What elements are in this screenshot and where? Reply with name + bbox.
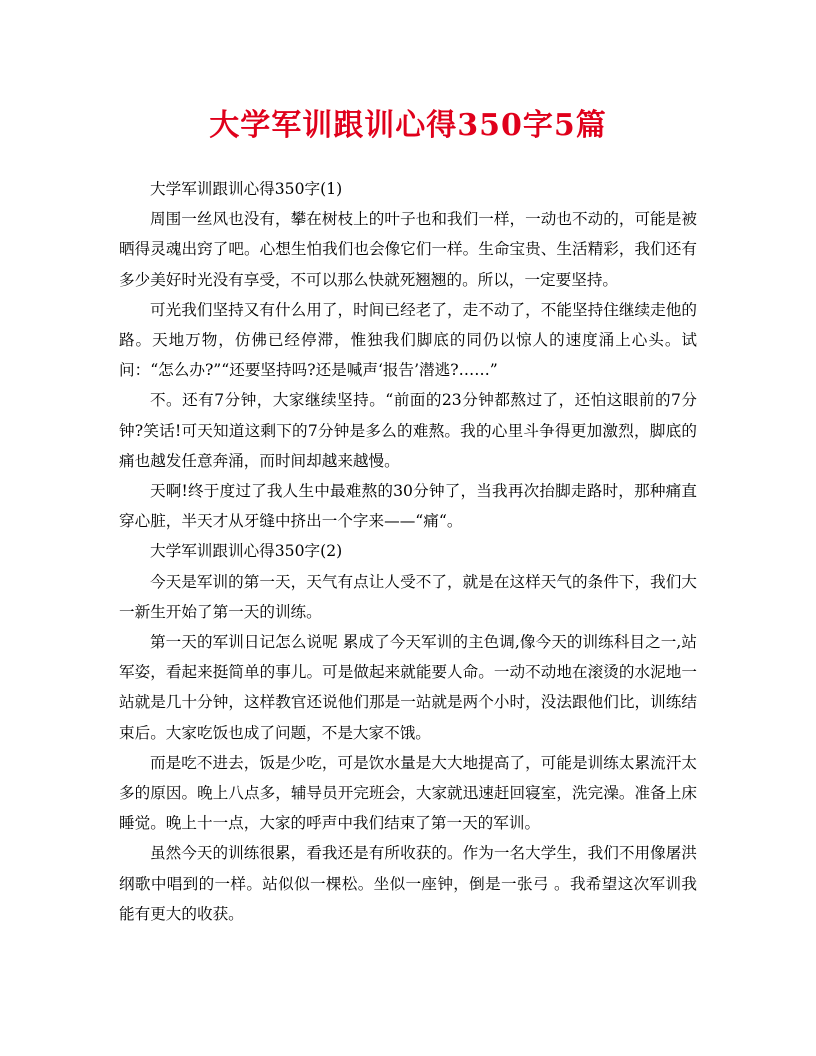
paragraph: 不。还有7分钟，大家继续坚持。“前面的23分钟都熬过了，还怕这眼前的7分钟?笑话!可天知道这剩下的7分钟是多么的难熬。我的心里斗争得更加激烈，脚底的痛也越发任意奔涌，而时间却越来越慢。 [119,391,697,470]
paragraph: 第一天的军训日记怎么说呢 累成了今天军训的主色调,像今天的训练科目之一,站军姿，看起来挺简单的事儿。可是做起来就能要人命。一动不动地在滚烫的水泥地一站就是几十分钟，这样教官还说他们那是一站就是两个小时，没法跟他们比，训练结束后。大家吃饭也成了问题，不是大家不饿。 [119,633,697,742]
section-heading-2: 大学军训跟训心得350字(2) [150,542,343,561]
document-body [119,174,697,929]
paragraph: 天啊!终于度过了我人生中最难熬的30分钟了，当我再次抬脚走路时，那种痛直穿心脏，半天才从牙缝中挤出一个字来——“痛“。 [119,482,697,531]
paragraph: 而是吃不进去，饭是少吃，可是饮水量是大大地提高了，可能是训练太累流汗太多的原因。晚上八点多，辅导员开完班会，大家就迅速赶回寝室，洗完澡。准备上床睡觉。晚上十一点，大家的呼声中我们结束了第一天的军训。 [119,753,697,833]
paragraph: 可光我们坚持又有什么用了，时间已经老了，走不动了，不能坚持住继续走他的路。天地万物，仿佛已经停滞，惟独我们脚底的同仍以惊人的速度涌上心头。试问：“怎么办?”“还要坚持吗?还是喊声‘报告’潜逃?……” [119,300,697,380]
paragraph: 虽然今天的训练很累，看我还是有所收获的。作为一名大学生，我们不用像屠洪纲歌中唱到的一样。站似似一棵松。坐似一座钟，倒是一张弓 。我希望这次军训我能有更大的收获。 [119,844,697,923]
paragraph: 周围一丝风也没有，攀在树枝上的叶子也和我们一样，一动也不动的，可能是被晒得灵魂出窍了吧。心想生怕我们也会像它们一样。生命宝贵、生活精彩，我们还有多少美好时光没有享受，不可以那么快就死翘翘的。所以，一定要坚持。 [119,210,697,289]
paragraph: 今天是军训的第一天，天气有点让人受不了，就是在这样天气的条件下，我们大一新生开始了第一天的训练。 [119,572,697,621]
section-heading-1: 大学军训跟训心得350字(1) [150,180,343,198]
document-title: 大学军训跟训心得350字5篇 [209,108,607,143]
